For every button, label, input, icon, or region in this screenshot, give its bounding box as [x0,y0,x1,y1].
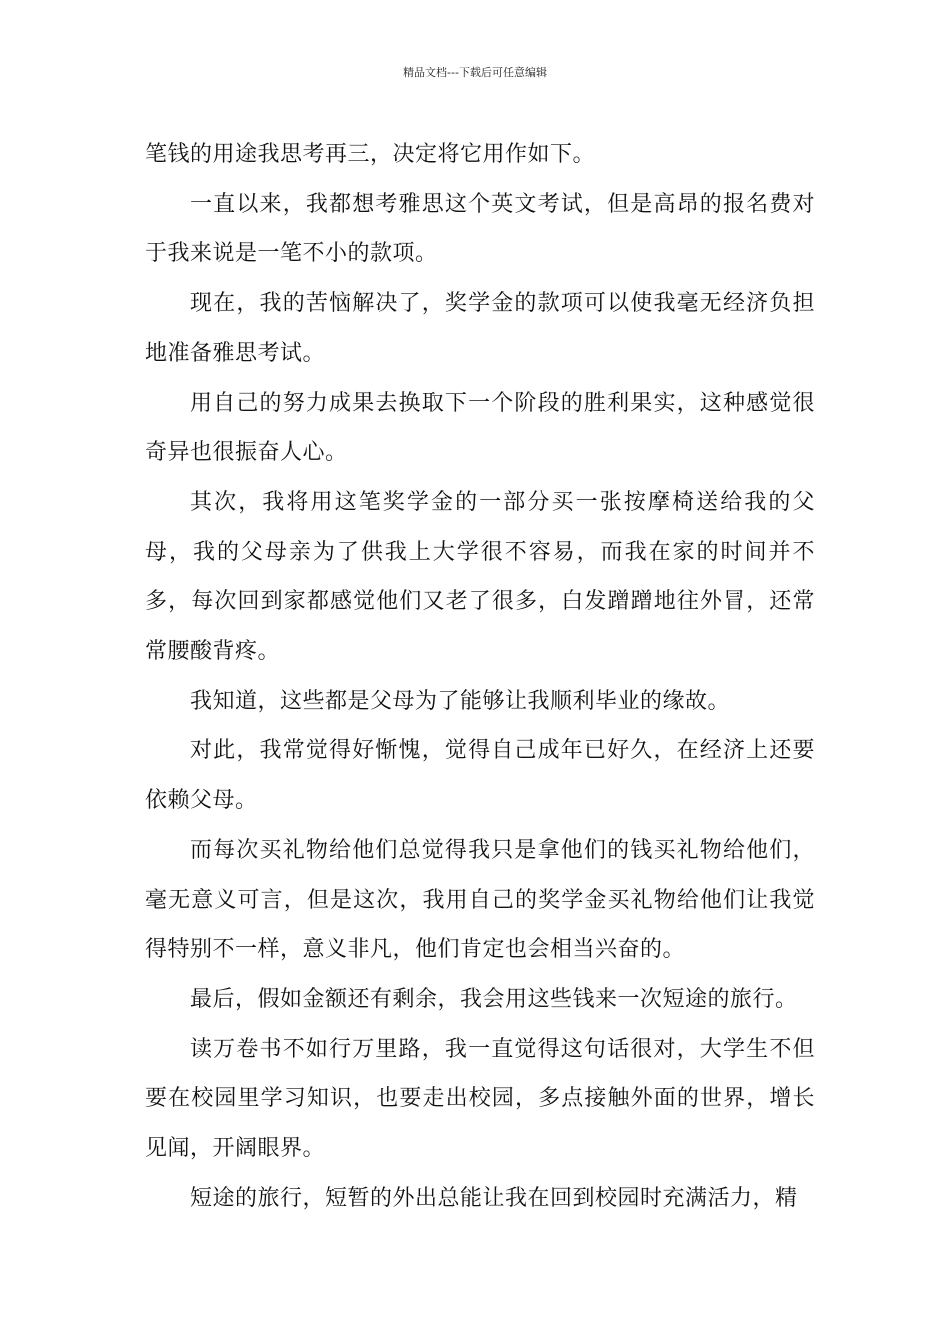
paragraph: 读万卷书不如行万里路，我一直觉得这句话很对，大学生不但要在校园里学习知识，也要走出校园，多点接触外面的世界，增长见闻，开阔眼界。 [145,1036,815,1162]
paragraph: 短途的旅行，短暂的外出总能让我在回到校园时充满活力，精 [190,1185,798,1211]
document-body [145,130,815,1223]
paragraph: 我知道，这些都是父母为了能够让我顺利毕业的缘故。 [190,688,731,714]
paragraph: 而每次买礼物给他们总觉得我只是拿他们的钱买礼物给他们，毫无意义可言，但是这次，我用自己的奖学金买礼物给他们让我觉得特别不一样，意义非凡，他们肯定也会相当兴奋的。 [145,837,815,963]
paragraph: 用自己的努力成果去换取下一个阶段的胜利果实，这种感觉很奇异也很振奋人心。 [145,390,815,466]
paragraph: 对此，我常觉得好惭愧，觉得自己成年已好久，在经济上还要依赖父母。 [145,738,815,814]
paragraph: 一直以来，我都想考雅思这个英文考试，但是高昂的报名费对于我来说是一笔不小的款项。 [145,191,815,267]
page-header: 精品文档---下载后可任意编辑 [403,66,547,79]
paragraph: 最后，假如金额还有剩余，我会用这些钱来一次短途的旅行。 [190,986,798,1012]
paragraph: 现在，我的苦恼解决了，奖学金的款项可以使我毫无经济负担地准备雅思考试。 [145,291,815,366]
paragraph: 其次，我将用这笔奖学金的一部分买一张按摩椅送给我的父母，我的父母亲为了供我上大学很不容易，而我在家的时间并不多，每次回到家都感觉他们又老了很多，白发蹭蹭地往外冒，还常常腰酸背疼。 [145,489,815,665]
paragraph: 笔钱的用途我思考再三，决定将它用作如下。 [145,142,596,167]
